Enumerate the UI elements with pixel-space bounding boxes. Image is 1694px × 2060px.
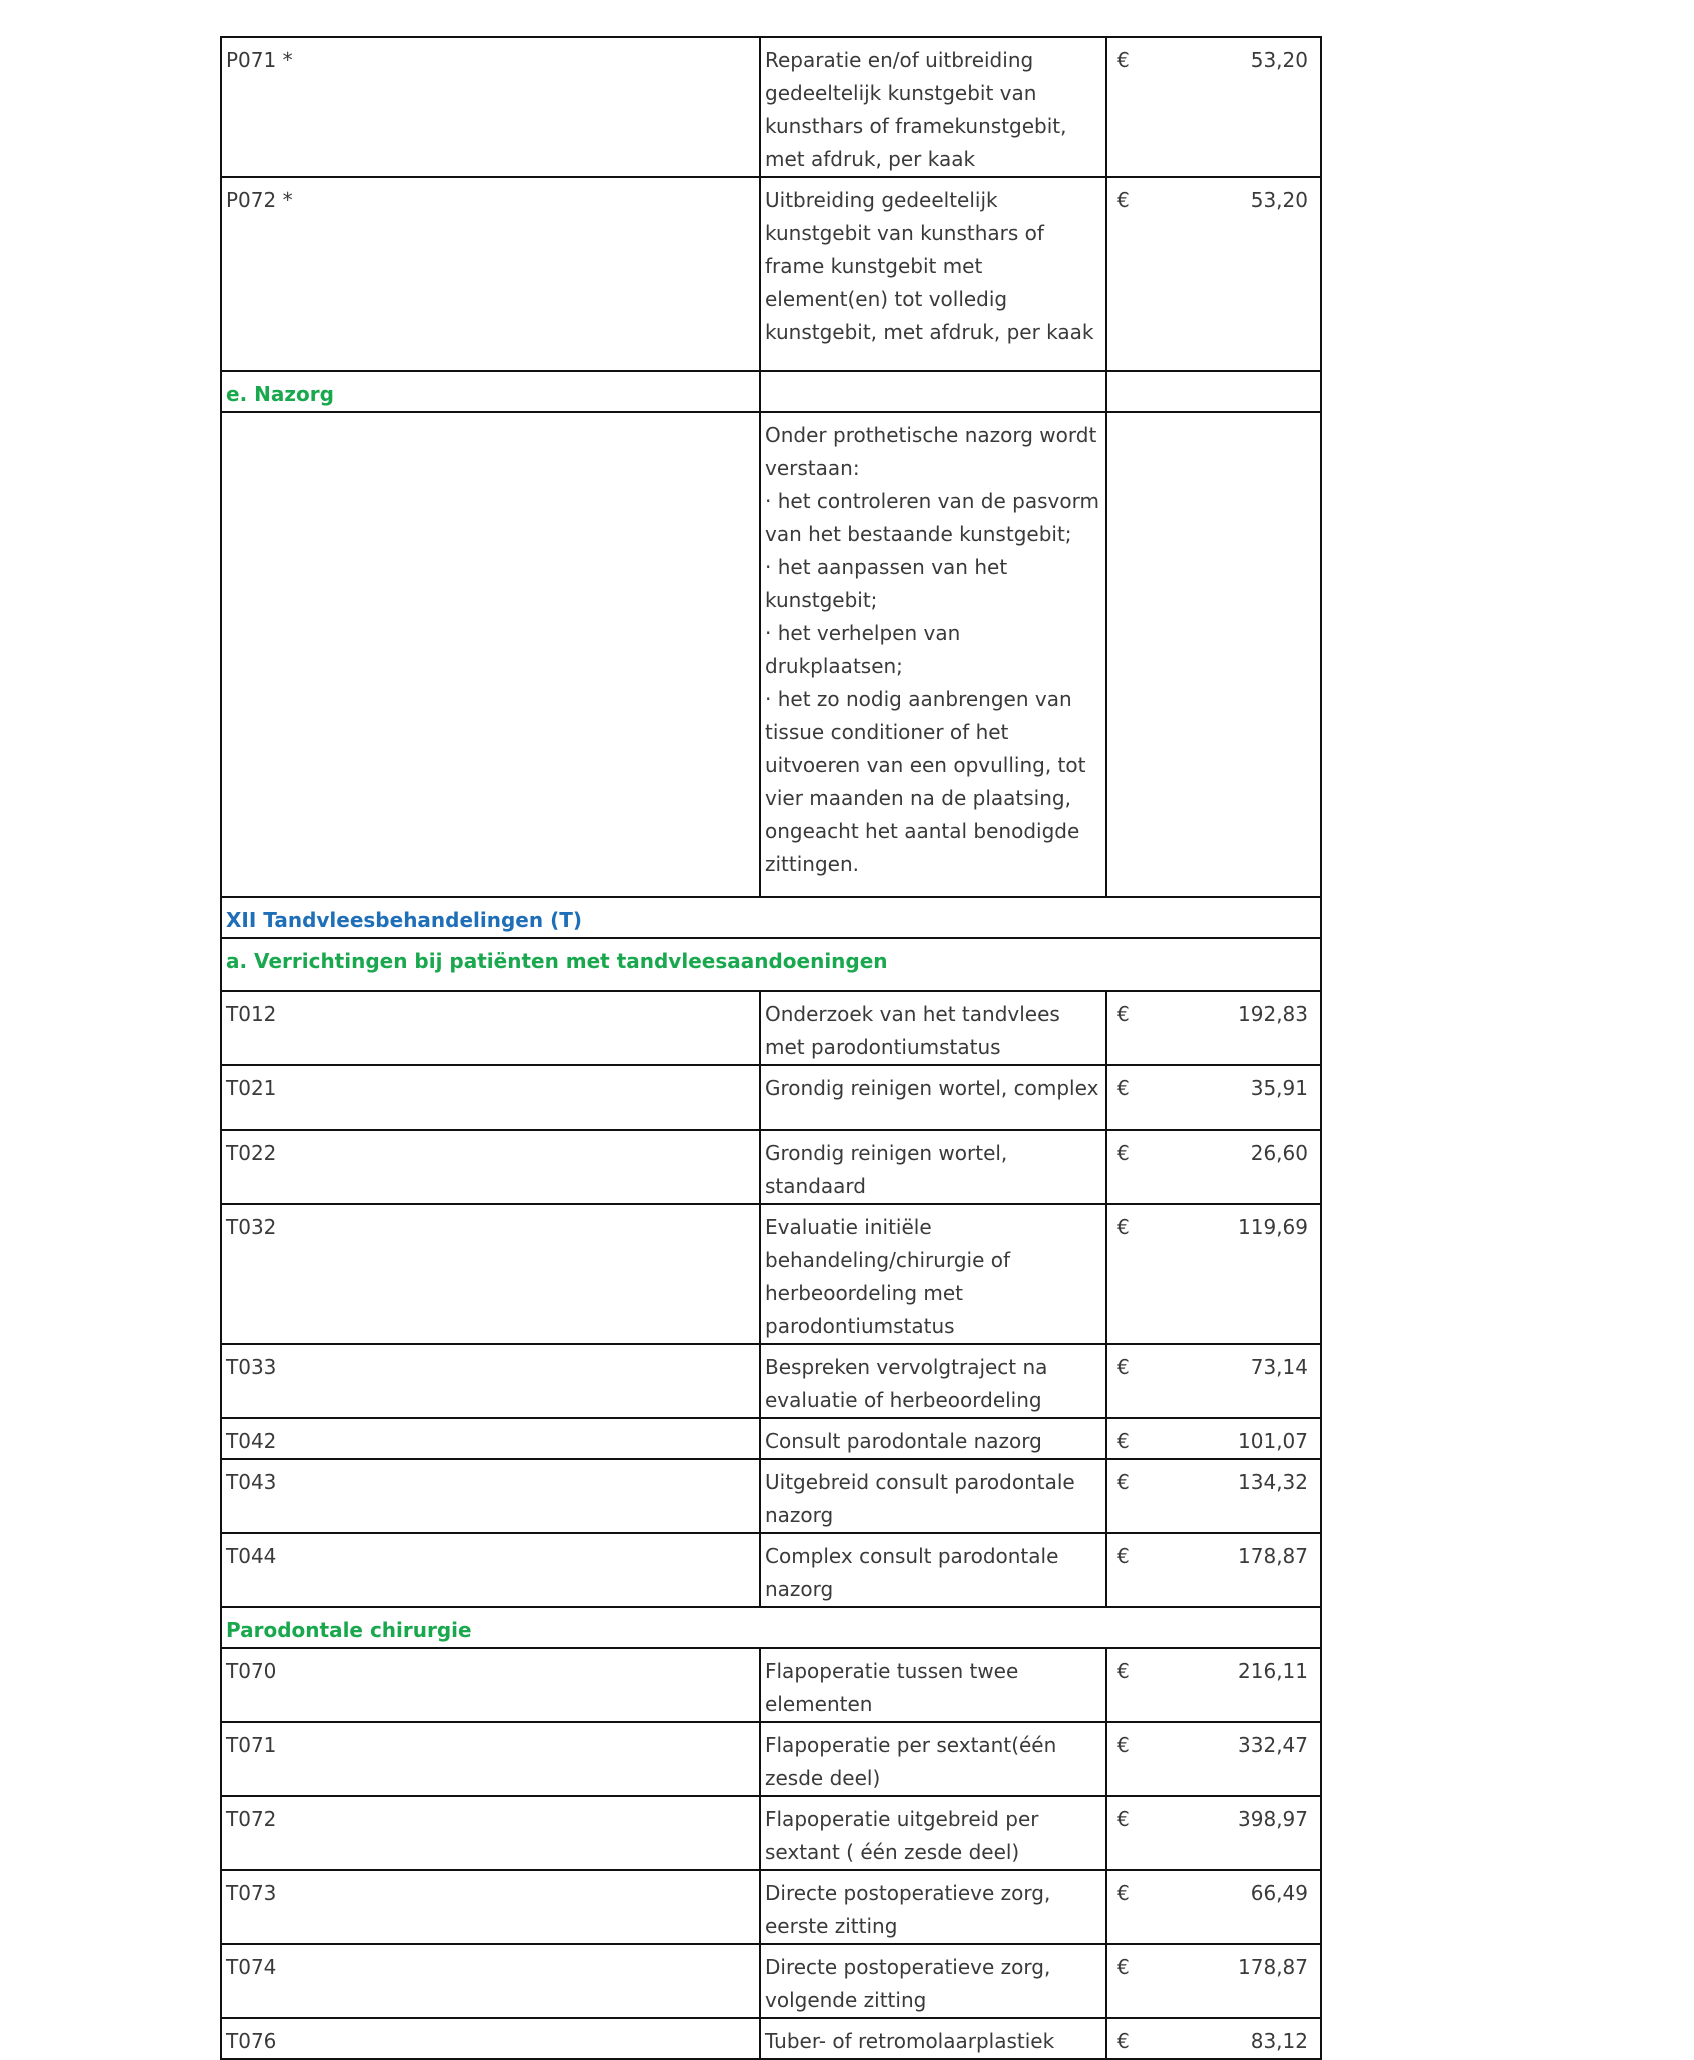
table-row	[221, 1204, 1321, 1344]
nazorg-bullet: · het verhelpen van drukplaatsen;	[765, 617, 1101, 683]
chapter-row	[221, 897, 1321, 938]
description-cell: Flapoperatie per sextant(één zesde deel)	[760, 1722, 1106, 1796]
code-cell: T073	[221, 1870, 760, 1944]
table-row	[221, 1533, 1321, 1607]
description-cell: Reparatie en/of uitbreiding gedeeltelijk kunstgebit van kunsthars of framekunstgebit, met afdruk, per kaak	[760, 37, 1106, 177]
price-cell	[1106, 991, 1321, 1065]
section-row	[221, 371, 1321, 412]
price-cell	[1106, 177, 1321, 371]
code-cell: T021	[221, 1065, 760, 1130]
currency-symbol: €	[1117, 1544, 1130, 1568]
amount-value: 178,87	[1238, 1544, 1308, 1568]
price-cell	[1106, 1722, 1321, 1796]
description-cell: Uitbreiding gedeeltelijk kunstgebit van kunsthars of frame kunstgebit met element(en) tot volledig kunstgebit, met afdruk, per kaak	[760, 177, 1106, 371]
amount-value: 398,97	[1238, 1807, 1308, 1831]
code-cell: T072	[221, 1796, 760, 1870]
description-cell: Grondig reinigen wortel, standaard	[760, 1130, 1106, 1204]
price-cell	[1106, 1204, 1321, 1344]
table-row	[221, 2018, 1321, 2059]
code-cell: T044	[221, 1533, 760, 1607]
table-row	[221, 1870, 1321, 1944]
amount-value: 178,87	[1238, 1955, 1308, 1979]
description-cell: Evaluatie initiële behandeling/chirurgie of herbeoordeling met parodontiumstatus	[760, 1204, 1106, 1344]
currency-symbol: €	[1117, 1215, 1130, 1239]
amount-value: 26,60	[1250, 1141, 1308, 1165]
code-cell: T076	[221, 2018, 760, 2059]
price-cell	[1106, 1533, 1321, 1607]
nazorg-description-cell	[760, 412, 1106, 897]
currency-symbol: €	[1117, 1955, 1130, 1979]
table-row	[221, 1130, 1321, 1204]
description-cell: Consult parodontale nazorg	[760, 1418, 1106, 1459]
code-cell: T022	[221, 1130, 760, 1204]
empty-cell	[221, 412, 760, 897]
amount-value: 35,91	[1250, 1076, 1308, 1100]
empty-cell	[1106, 371, 1321, 412]
amount-value: 192,83	[1238, 1002, 1308, 1026]
amount-value: 83,12	[1250, 2029, 1308, 2053]
code-cell: T043	[221, 1459, 760, 1533]
description-cell: Tuber- of retromolaarplastiek	[760, 2018, 1106, 2059]
code-cell: T074	[221, 1944, 760, 2018]
currency-symbol: €	[1117, 1733, 1130, 1757]
amount-value: 134,32	[1238, 1470, 1308, 1494]
table-row	[221, 177, 1321, 371]
code-cell: T033	[221, 1344, 760, 1418]
price-cell	[1106, 1065, 1321, 1130]
description-cell: Directe postoperatieve zorg, eerste zitting	[760, 1870, 1106, 1944]
currency-symbol: €	[1117, 1076, 1130, 1100]
amount-value: 332,47	[1238, 1733, 1308, 1757]
amount-value: 53,20	[1250, 188, 1308, 212]
currency-symbol: €	[1117, 48, 1130, 72]
price-cell	[1106, 1944, 1321, 2018]
amount-value: 101,07	[1238, 1429, 1308, 1453]
price-cell	[1106, 37, 1321, 177]
price-cell	[1106, 1459, 1321, 1533]
nazorg-description-row	[221, 412, 1321, 897]
currency-symbol: €	[1117, 1659, 1130, 1683]
table-row	[221, 1944, 1321, 2018]
currency-symbol: €	[1117, 2029, 1130, 2053]
price-cell	[1106, 1418, 1321, 1459]
code-cell: T032	[221, 1204, 760, 1344]
code-cell: P072 *	[221, 177, 760, 371]
currency-symbol: €	[1117, 188, 1130, 212]
currency-symbol: €	[1117, 1429, 1130, 1453]
empty-cell	[760, 371, 1106, 412]
code-cell: T042	[221, 1418, 760, 1459]
description-cell: Bespreken vervolgtraject na evaluatie of herbeoordeling	[760, 1344, 1106, 1418]
description-cell: Flapoperatie uitgebreid per sextant ( één zesde deel)	[760, 1796, 1106, 1870]
description-cell: Grondig reinigen wortel, complex	[760, 1065, 1106, 1130]
description-cell: Complex consult parodontale nazorg	[760, 1533, 1106, 1607]
currency-symbol: €	[1117, 1355, 1130, 1379]
empty-cell	[1106, 412, 1321, 897]
price-cell	[1106, 2018, 1321, 2059]
table-row	[221, 991, 1321, 1065]
section-row	[221, 1607, 1321, 1648]
currency-symbol: €	[1117, 1470, 1130, 1494]
section-heading-chirurgie: Parodontale chirurgie	[221, 1607, 1321, 1648]
nazorg-bullet: · het zo nodig aanbrengen van tissue conditioner of het uitvoeren van een opvulling, tot vier maanden na de plaatsing, ongeacht het aantal benodigde zittingen.	[765, 683, 1101, 881]
description-cell: Uitgebreid consult parodontale nazorg	[760, 1459, 1106, 1533]
nazorg-intro: Onder prothetische nazorg wordt verstaan:	[765, 423, 1097, 480]
code-cell: T012	[221, 991, 760, 1065]
tariff-page	[220, 36, 1322, 2060]
table-row	[221, 37, 1321, 177]
amount-value: 73,14	[1250, 1355, 1308, 1379]
table-row	[221, 1459, 1321, 1533]
description-cell: Flapoperatie tussen twee elementen	[760, 1648, 1106, 1722]
currency-symbol: €	[1117, 1141, 1130, 1165]
nazorg-bullet: · het controleren van de pasvorm van het bestaande kunstgebit;	[765, 485, 1101, 551]
description-cell: Onderzoek van het tandvlees met parodontiumstatus	[760, 991, 1106, 1065]
amount-value: 66,49	[1250, 1881, 1308, 1905]
table-row	[221, 1065, 1321, 1130]
table-row	[221, 1796, 1321, 1870]
currency-symbol: €	[1117, 1881, 1130, 1905]
price-cell	[1106, 1648, 1321, 1722]
section-heading-nazorg: e. Nazorg	[221, 371, 760, 412]
amount-value: 53,20	[1250, 48, 1308, 72]
section-heading-verrichtingen: a. Verrichtingen bij patiënten met tandvleesaandoeningen	[221, 938, 1321, 991]
currency-symbol: €	[1117, 1807, 1130, 1831]
tariff-table	[220, 36, 1322, 2060]
price-cell	[1106, 1796, 1321, 1870]
code-cell: T070	[221, 1648, 760, 1722]
price-cell	[1106, 1344, 1321, 1418]
code-cell: T071	[221, 1722, 760, 1796]
nazorg-bullet: · het aanpassen van het kunstgebit;	[765, 551, 1101, 617]
price-cell	[1106, 1130, 1321, 1204]
table-row	[221, 1648, 1321, 1722]
price-cell	[1106, 1870, 1321, 1944]
code-cell: P071 *	[221, 37, 760, 177]
amount-value: 216,11	[1238, 1659, 1308, 1683]
chapter-heading: XII Tandvleesbehandelingen (T)	[221, 897, 1321, 938]
table-row	[221, 1722, 1321, 1796]
table-row	[221, 1344, 1321, 1418]
section-row	[221, 938, 1321, 991]
description-cell: Directe postoperatieve zorg, volgende zitting	[760, 1944, 1106, 2018]
table-row	[221, 1418, 1321, 1459]
currency-symbol: €	[1117, 1002, 1130, 1026]
amount-value: 119,69	[1238, 1215, 1308, 1239]
